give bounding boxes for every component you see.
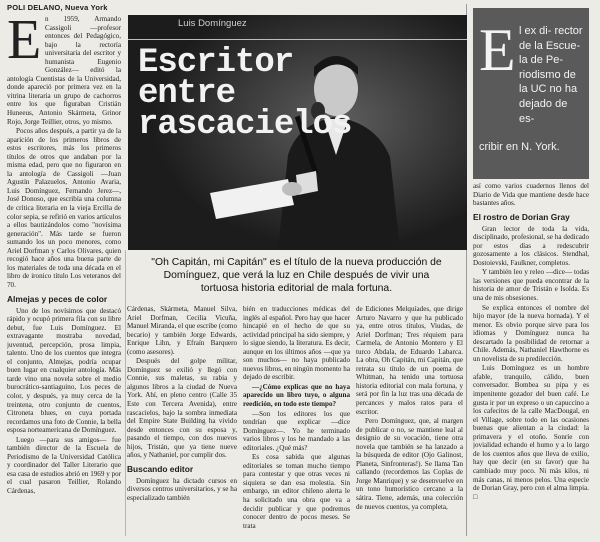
col2-paragraph: Cárdenas, Skármeta, Manuel Silva, Ariel Dorfman, Cecilia Vicuña, Manuel Miranda, el que escribe (como becario) y también Jorge Edwards, Enrique Lihn, y Efraín Barquero (como asesores). — [127, 305, 237, 356]
column-rule — [125, 250, 126, 536]
col1-paragraph: Pocos años después, a partir ya de la aparición de los primeros libros de estos escritores, más los primeros títulos de otros que andaban por la misma edad, pero que no figuraron en la antología de Cassigoli —Juan Agustín Palazuelos, Antonio Avaria, Luis Domínguez, Fernando Jerez—, José Donoso, que escribía una columna de crítica literaria en la vieja Ercilla de color sepia, se refirió en varios artículos a ellos bautizándolos como "novísima generación". Más tarde se fueron sumando los un poco menores, como Ariel Dorfman y Carlos Olivares, quien recogió hace años una buena parte de los materiales de toda una década en el libro de ironico título Los veteranos del 70. — [7, 127, 121, 289]
dek: "Oh Capitán, mi Capitán" es el título de la nueva producción de Domínguez, que verá la luz en Chile después de vivir una tortuosa historia editorial de mala fortuna. — [151, 257, 442, 294]
section-heading-buscando: Buscando editor — [127, 463, 194, 474]
col1-paragraph: Luego —para sus amigos— fue también director de la Escuela de Periodismo de la Universidad Católica y coordinador del Taller Literario que esa casa de estudios abrió en 1969 y por el cual pasaron Teillier, Rolando Cárdenas, — [7, 435, 121, 495]
column-2 — [127, 305, 237, 536]
headline-line: entre — [138, 75, 236, 113]
column-1 — [7, 15, 121, 536]
col3-paragraph: Es cosa sabida que algunas editoriales se toman mucho tiempo para contestar y que otras veces ni siquiera se dan esa molestia. Sin embargo, un editor chileno alerta le ha solicitado una obra que va a decidir publicar y que podremos conocer dentro de pocos meses. Se trata — [243, 453, 350, 530]
col5-paragraph: Y también leo y releo —dice— todas las versiones que pueda encontrar de la historia de amor de Tristán e Isolda. Es una de mis obsesiones. — [473, 268, 589, 303]
col1-paragraph: n 1959, Armando Cassigoli —profesor entonces del Pedagógico, bajo la rectoría universitaria del escritor y humanista Eugenio González— editó la antología Cuentistas de la Universidad, donde apareció por primera vez en la vitrina literaria un grupo de cachorros entre los que figuraban Cristián Huneeus, Antonio Skármeta, Grinor Rojo, Jorge Teillier, otros, yo mismo. — [7, 15, 121, 126]
headline-line: rascacielos — [138, 106, 352, 144]
col5-paragraph: Se explica entonces el nombre del hijo mayor (de la nueva hornada). Y el menor. Es obvio porque sirve para los idiomas y Domínguez nunca ha descartado la posibilidad de retornar a Chile. Además, Nathaniel Hawthorne es un novelista de su predilección. — [473, 303, 589, 363]
column-4 — [356, 305, 463, 536]
section-heading-almejas: Almejas y peces de color — [7, 293, 108, 304]
photo-rule — [128, 39, 467, 40]
photo-caption-name: Luis Domínguez — [178, 18, 247, 29]
column-3 — [243, 305, 350, 536]
col5-paragraph: así como varios cuadernos llenos del Diario de Vida que mantiene desde hace bastantes años. — [473, 182, 589, 208]
drop-cap: E — [7, 15, 42, 71]
headline — [138, 44, 352, 144]
col1-paragraph: Uno de los novísimos que destacó rápido y ocupó primera fila con su libre debut, fue Luis Domínguez. El extravagante mostraba novedad, juventud, percepción, prosa limpia, talento. Uno de los cuentos que integra el conjunto, Almejas, podría ocupar buen lugar en cualquier antología. Más tarde vino una novela sobre el medio burocrático-santiaguino, Los peces de color, y después, ya muy cerca de la treintena, otro conjunto de cuentos, Citroneta blues, en cuya portada recordamos una foto de Connie, la bella esposa norteamericana de Domínguez. — [7, 306, 121, 435]
col3-paragraph: bién en traducciones médicas del inglés al español. Pero hay que hacer hincapié en el hecho de que su actividad principal ha sido siempre, y lo sigue siendo, la literatura. Es decir, aunque en los últimos años —que ya son muchos— no haya publicado nuevos libros, en ningún momento ha dejado de escribir. — [243, 305, 350, 382]
col2-paragraph: Después del golpe militar, Domínguez se exilió y llegó con Connie, sus maletas, su rabia y algunos libros a la ciudad de Nueva York. Ahí, en pleno centro (Calle 35 Este con Tercera Avenida), entre rascacielos, bajo la sombra inmediata del Empire State Building ha vivido desde entonces con su esposa y, pasando el tiempo, con dos nuevos hijos, Tristán, que ya tiene nueve años, y Nathaniel, por cumplir dos. — [127, 357, 237, 460]
pull-quote-box — [473, 8, 589, 179]
col2-paragraph: Domínguez ha dictado cursos en diversos centros universitarios, y se ha especializado también — [127, 476, 237, 502]
section-heading-dorian: El rostro de Dorian Gray — [473, 211, 570, 222]
pull-quote-drop-cap: E — [479, 17, 516, 83]
col4-paragraph: de Ediciones Melquíades, que dirige Arturo Navarro y que ha publicado ya, entre otros títulos, Viudas, de Ariel Dorfman; Tres réquiem para Carmela, de Antonio Montero y El turco Abdala, de Eduardo Labarca. La obra, Oh Capitán, mi Capitán, que retrata su título de un poema de Whitman, ha tenido una tortuosa historia editorial con mala fortuna, y será por fin la luz tras una década de percances y malos ratos para el escritor. — [356, 305, 463, 416]
headline-line: Escritor — [138, 44, 294, 82]
pull-quote-text-end: cribir en N. York. — [479, 141, 560, 153]
pull-quote-text: l ex di- rector de la Escue- la de Pe- riodismo de la UC no ha dejado de es- — [519, 25, 583, 125]
column-5 — [473, 182, 589, 534]
col4-paragraph: Pero Domínguez, que, al margen de publicar o no, se mantiene leal al designio de su vocación, tiene otra novela que también se ha lanzado a la búsqueda de editor (Ojo Galinost, Planeta, Sinfronteras!). Se llama Tan callando (recordemos las Coplas de Jorge Manrique) y se desenvuelve en un tono humorístico cercano a la sátira. Tiene, además, una colección de nuevos cuentos, ya completa, — [356, 417, 463, 511]
col3-question: —¿Cómo explicas que no haya aparecido un libro tuyo, o alguna reedición, en todo este tiempo? — [243, 382, 350, 409]
col5-paragraph: Luis Domínguez es un hombre afable, tranquilo, cálido, buen conversador. Bombea su pipa y es impenitente gozador del buen café. Le gusta ir por un expreso o un capuccino a los cafecitos de la calle MacDougal, en el Village, sobre todo en las ocasiones buenas que alientan a la ciudad: la primavera y el otoño. Sonríe con jovialidad echando el humo y a lo largo de los cuentos años que lleva de exilio, hay que decir (en su favor) que ha cambiado muy poco. Ni más kilos, ni más canas, ni menos pelos. Una especie de Dorian Gray, pero con el alma limpia. □ — [473, 364, 589, 501]
byline: POLI DELANO, Nueva York — [7, 3, 108, 12]
col5-paragraph: Gran lector de toda la vida, disciplinado, profesional, se ha dedicado por estos días a redescubrir gozosamente a los clásicos. Stendhal, Dostoievski, Faulkner, completos. — [473, 224, 589, 267]
headline-photo — [128, 15, 467, 250]
col3-paragraph: —Son los editores los que tendrían que explicar —dice Domínguez—. Yo he terminado varios libros y los he mandado a las editoriales. ¿Qué más? — [243, 409, 350, 452]
